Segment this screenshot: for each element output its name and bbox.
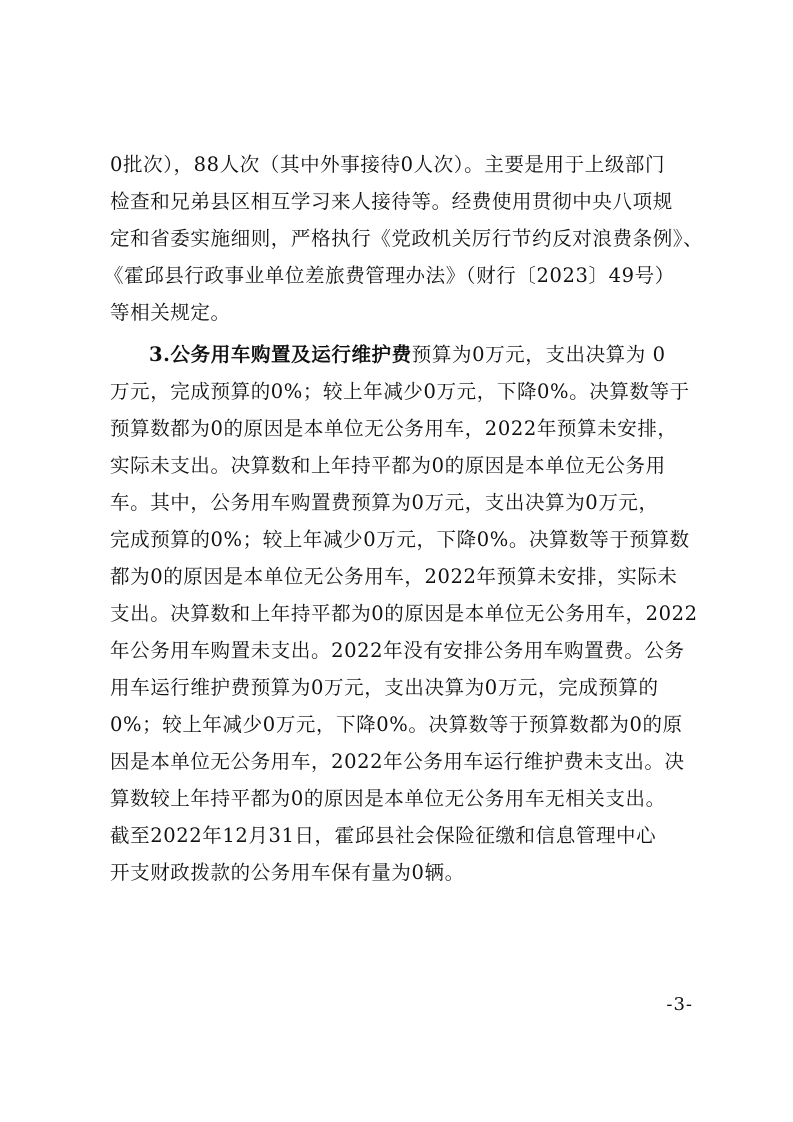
page-number: -3-: [666, 994, 693, 1015]
paragraph-line: 用车运行维护费预算为0万元，支出决算为0万元，完成预算的: [110, 676, 659, 699]
paragraph-line: 因是本单位无公务用车，2022年公务用车运行维护费未支出。决: [110, 750, 685, 773]
section-3-heading: 3.公务用车购置及运行维护费: [149, 343, 412, 366]
paragraph-line: 万元，完成预算的0%；较上年减少0万元，下降0%。决算数等于: [110, 380, 690, 403]
paragraph-line: 都为0的原因是本单位无公务用车，2022年预算未安排，实际未: [110, 565, 678, 588]
paragraph-line: 预算数都为0的原因是本单位无公务用车，2022年预算未安排，: [110, 417, 678, 440]
paragraph-line: 车。其中，公务用车购置费预算为0万元，支出决算为0万元，: [110, 491, 659, 514]
paragraph-line: 截至2022年12月31日，霍邱县社会保险征缴和信息管理中心: [110, 824, 657, 847]
paragraph-line: 《霍邱县行政事业单位差旅费管理办法》（财行〔2023〕49号）: [104, 264, 675, 287]
paragraph-line: 实际未支出。决算数和上年持平都为0的原因是本单位无公务用: [110, 454, 666, 477]
paragraph-line: 等相关规定。: [110, 301, 231, 324]
paragraph-line: 算数较上年持平都为0的原因是本单位无公务用车无相关支出。: [110, 787, 666, 810]
paragraph-line: 0批次），88人次（其中外事接待0人次）。主要是用于上级部门: [110, 153, 666, 176]
paragraph-line: 年公务用车购置未支出。2022年没有安排公务用车购置费。公务: [110, 639, 685, 662]
paragraph-line: 检查和兄弟县区相互学习来人接待等。经费使用贯彻中央八项规: [110, 190, 673, 213]
paragraph-line: 定和省委实施细则，严格执行《党政机关厉行节约反对浪费条例》、: [110, 227, 704, 250]
paragraph-line: 完成预算的0%；较上年减少0万元，下降0%。决算数等于预算数: [110, 528, 690, 551]
paragraph-line: 支出。决算数和上年持平都为0的原因是本单位无公务用车，2022: [110, 602, 698, 625]
paragraph-line: 开支财政拨款的公务用车保有量为0辆。: [110, 861, 465, 884]
paragraph-line: 0%；较上年减少0万元，下降0%。决算数等于预算数都为0的原: [110, 713, 683, 736]
section-3-first-line: [149, 343, 739, 367]
section-3-first-line-text: 预算为0万元，支出决算为 0: [411, 343, 666, 366]
